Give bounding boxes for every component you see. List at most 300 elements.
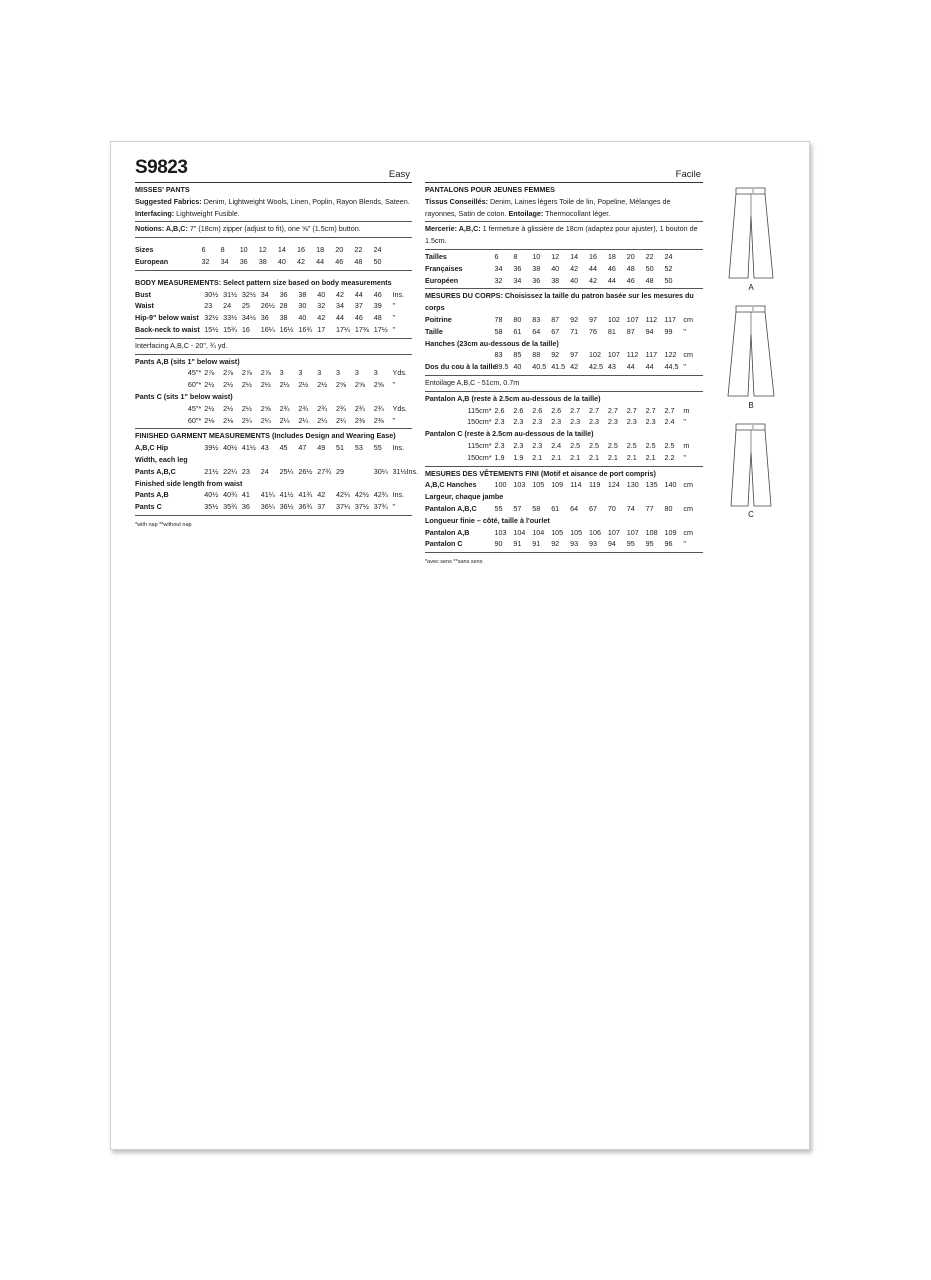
table-cell: 27¾ (317, 466, 332, 476)
row-label: A,B,C Hanches (425, 480, 477, 490)
table-cell: 2¼ (279, 415, 290, 425)
table-row (425, 314, 703, 326)
table-cell: 46 (335, 256, 344, 266)
table-cell: 2.5 (570, 440, 581, 450)
table-cell: 2¼ (241, 415, 252, 425)
table-cell: 3 (279, 368, 284, 378)
table-cell: 83 (494, 350, 503, 360)
fabrics-label: Suggested Fabrics: (135, 196, 202, 206)
table-cell: 21½ (204, 466, 219, 476)
yardage-section-fr (425, 392, 703, 467)
table-cell: 44.5 (664, 362, 679, 372)
table-cell: 85 (513, 350, 522, 360)
table-cell: 106 (588, 527, 601, 537)
table-cell: 48 (626, 263, 635, 273)
table-cell: 40 (317, 289, 326, 299)
table-cell: 2⅞ (241, 368, 252, 378)
table-cell: 31½ (223, 289, 238, 299)
row-label: 115cm* (467, 440, 492, 450)
table-cell: 10 (532, 251, 541, 261)
fabrics-section (135, 183, 412, 222)
dos-table (425, 361, 703, 373)
table-row (135, 489, 412, 501)
table-cell: 41 (241, 490, 250, 500)
unit-cell: cm (683, 503, 694, 513)
table-cell: 55 (373, 443, 382, 453)
row-label: Hip-9" below waist (135, 313, 199, 323)
table-cell: 35¾ (223, 502, 238, 512)
hanches-table (425, 349, 703, 361)
table-row (135, 289, 412, 301)
table-cell: 40¾ (223, 490, 238, 500)
table-cell: 77 (645, 503, 654, 513)
table-cell: 46 (607, 263, 616, 273)
table-cell: 2½ (241, 403, 252, 413)
pants-c-title-fr: Pantalon C (reste à 2.5cm au-dessous de la taille) (425, 429, 594, 439)
table-cell: 130 (626, 480, 639, 490)
pants-c-icon (723, 422, 779, 518)
table-cell: 119 (588, 480, 601, 490)
row-label: European (135, 256, 169, 266)
table-cell: 2¾ (317, 403, 328, 413)
table-cell: 26½ (298, 466, 313, 476)
table-cell: 83 (532, 314, 541, 324)
table-row (425, 416, 703, 428)
table-cell: 67 (551, 326, 560, 336)
interfacing-yardage (135, 339, 412, 355)
table-cell: 37 (354, 301, 363, 311)
table-cell: 16¾ (298, 324, 313, 334)
table-cell: 46 (373, 289, 382, 299)
body-measurements-title-fr: MESURES DU CORPS: Choisissez la taille du patron basée sur les mesures du corps (425, 291, 694, 313)
table-row (425, 527, 703, 539)
row-label: Back-neck to waist (135, 324, 200, 334)
table-cell: 42¾ (373, 490, 388, 500)
table-cell: 2½ (279, 380, 290, 390)
table-cell: 12 (258, 245, 267, 255)
table-cell: 81 (607, 326, 616, 336)
table-cell: 22¼ (223, 466, 238, 476)
table-cell: 90 (494, 539, 503, 549)
table-cell: 17 (317, 324, 326, 334)
table-cell: 47 (298, 443, 307, 453)
unit-cell: " (392, 502, 396, 512)
table-cell: 50 (664, 275, 673, 285)
table-row (135, 324, 412, 336)
table-cell: 99 (664, 326, 673, 336)
notions-section-fr (425, 222, 703, 250)
table-cell: 2.5 (645, 440, 656, 450)
table-cell: 38 (298, 289, 307, 299)
table-row (135, 312, 412, 324)
notions-text-fr: 1 fermeture à glissière de 18cm (adaptez pour ajuster), 1 bouton de 1.5cm. (425, 224, 698, 246)
table-cell: 105 (570, 527, 583, 537)
table-cell: 2.1 (607, 452, 618, 462)
table-cell: 2⅝ (336, 380, 347, 390)
table-cell: 32 (317, 301, 326, 311)
table-cell: 2⅛ (204, 415, 215, 425)
table-row (425, 503, 703, 515)
table-cell: 14 (570, 251, 579, 261)
interfacing-text: Lightweight Fusible. (176, 208, 240, 218)
table-cell: 26½ (260, 301, 275, 311)
table-cell: 61 (513, 326, 522, 336)
table-cell: 2½ (298, 380, 309, 390)
table-cell: 42½ (354, 490, 369, 500)
pants-b-icon (723, 304, 779, 400)
table-cell: 87 (626, 326, 635, 336)
table-cell: 18 (316, 245, 325, 255)
table-cell: 112 (626, 350, 639, 360)
table-cell: 2.5 (607, 440, 618, 450)
unit-cell: " (683, 417, 686, 427)
table-cell: 41½ (279, 490, 294, 500)
table-cell: 2.7 (570, 405, 581, 415)
table-cell: 94 (645, 326, 654, 336)
table-cell: 2.7 (626, 405, 637, 415)
unit-cell (683, 251, 703, 263)
table-cell: 24 (260, 466, 269, 476)
table-cell: 2.1 (645, 452, 656, 462)
table-cell: 58 (494, 326, 503, 336)
garment-figures (723, 186, 779, 540)
table-cell: 17⅜ (354, 324, 369, 334)
row-label: Poitrine (425, 314, 452, 324)
table-row (135, 466, 412, 478)
table-cell: 41¼ (260, 490, 275, 500)
row-label: 150cm* (467, 452, 492, 462)
table-cell: 39½ (204, 443, 219, 453)
table-cell: 105 (532, 480, 545, 490)
sizes-table-fr (425, 251, 703, 286)
table-cell: 30 (298, 301, 307, 311)
pattern-envelope-back (110, 141, 810, 1150)
table-cell: 25¼ (279, 466, 294, 476)
interfacing-label-fr: Entoilage: (508, 208, 544, 218)
row-label: Pants A,B (135, 490, 169, 500)
body-measurements-table-fr (425, 314, 703, 338)
table-cell: 3 (336, 368, 341, 378)
table-cell: 37¾ (373, 502, 388, 512)
notions-text: 7" (18cm) zipper (adjust to fit), one ⅝" (1.5cm) button. (189, 224, 361, 234)
table-cell: 107 (607, 527, 620, 537)
table-cell: 36 (260, 313, 269, 323)
table-cell: 96 (664, 539, 673, 549)
unit-cell: cm (683, 527, 694, 537)
table-cell: 80 (513, 314, 522, 324)
table-cell: 17½ (373, 324, 388, 334)
table-cell: 36 (532, 275, 541, 285)
table-cell: 46 (626, 275, 635, 285)
table-cell: 107 (607, 350, 620, 360)
table-cell: 2¾ (354, 403, 365, 413)
table-cell: 50 (373, 256, 382, 266)
table-row (425, 479, 703, 491)
fabrics-text: Denim, Lightweight Wools, Linen, Poplin, Rayon Blends, Sateen. (203, 196, 410, 206)
table-cell: 2¼ (317, 415, 328, 425)
table-cell: 94 (607, 539, 616, 549)
table-cell: 37½ (354, 502, 369, 512)
table-cell: 37¼ (336, 502, 351, 512)
pants-ab-title-fr: Pantalon A,B (reste à 2.5cm au-dessous de la taille) (425, 393, 601, 403)
width-table (135, 466, 419, 478)
table-cell: 2.3 (645, 417, 656, 427)
table-cell: 2.7 (664, 405, 675, 415)
table-cell: 2.4 (551, 440, 562, 450)
table-cell: 42 (570, 263, 579, 273)
unit-cell: Ins. (392, 490, 405, 500)
table-cell: 48 (354, 256, 363, 266)
table-cell: 71 (570, 326, 579, 336)
table-cell: 22 (645, 251, 654, 261)
pants-c-yardage-table-fr (425, 440, 703, 464)
sizes-section (135, 238, 412, 271)
row-label: Pants A,B,C (135, 466, 176, 476)
table-cell: 2½ (317, 380, 328, 390)
table-cell: 2⅞ (223, 368, 234, 378)
table-cell: 114 (570, 480, 582, 490)
table-cell: 140 (664, 480, 677, 490)
table-cell: 92 (570, 314, 579, 324)
french-column (425, 142, 703, 569)
table-cell: 102 (607, 314, 620, 324)
notions-section (135, 222, 412, 238)
table-cell: 70 (607, 503, 616, 513)
table-cell: 2.5 (588, 440, 599, 450)
table-cell: 2¼ (260, 415, 271, 425)
table-cell: 2½ (204, 380, 215, 390)
table-cell: 2.3 (513, 440, 524, 450)
table-cell: 16 (241, 324, 250, 334)
interfacing-text-fr: Thermocollant léger. (545, 208, 611, 218)
table-cell: 34 (336, 301, 345, 311)
table-cell: 40½ (223, 443, 238, 453)
table-cell: 16 (588, 251, 597, 261)
row-label: 60"* (187, 415, 202, 425)
table-cell: 93 (588, 539, 597, 549)
table-cell: 2.2 (664, 452, 675, 462)
table-cell: 42 (570, 362, 579, 372)
unit-cell: " (392, 415, 396, 425)
table-cell: 2.6 (532, 405, 543, 415)
table-cell: 2.5 (664, 440, 675, 450)
table-row (425, 538, 703, 550)
table-cell (355, 466, 374, 478)
table-cell: 40 (513, 362, 522, 372)
unit-cell: 31½Ins. (392, 466, 419, 476)
table-cell: 23 (241, 466, 250, 476)
footnote-fr: *avec sens **sans sens (425, 559, 483, 566)
table-cell: 80 (664, 503, 673, 513)
table-cell: 16 (297, 245, 306, 255)
table-cell: 2.5 (626, 440, 637, 450)
table-cell: 32½ (241, 289, 256, 299)
table-row (135, 403, 412, 415)
pants-a-icon (723, 186, 779, 282)
table-cell: 49 (317, 443, 326, 453)
row-label: Dos du cou à la taille (425, 362, 497, 372)
table-cell: 1.9 (494, 452, 505, 462)
table-cell: 32½ (204, 313, 219, 323)
row-label: Bust (135, 289, 151, 299)
table-cell: 12 (551, 251, 560, 261)
table-cell: 3 (317, 368, 322, 378)
table-cell: 50 (645, 263, 654, 273)
table-cell: 42 (297, 256, 306, 266)
table-cell: 30½ (204, 289, 219, 299)
table-cell: 58 (532, 503, 541, 513)
difficulty-level-fr: Facile (675, 169, 701, 180)
interfacing-meters (425, 376, 703, 392)
table-cell: 15¾ (223, 324, 238, 334)
table-cell: 61 (551, 503, 560, 513)
table-cell: 2⅞ (204, 368, 215, 378)
notions-label: Notions: A,B,C: (135, 224, 188, 234)
table-cell: 122 (664, 350, 677, 360)
table-cell: 45 (279, 443, 288, 453)
table-cell: 2¾ (279, 403, 290, 413)
table-row (425, 440, 703, 452)
table-cell: 2½ (223, 380, 234, 390)
unit-cell: " (683, 362, 686, 372)
table-cell: 48 (645, 275, 654, 285)
table-cell: 14 (277, 245, 286, 255)
table-cell: 2½ (241, 380, 252, 390)
table-cell: 8 (513, 251, 518, 261)
unit-cell: " (683, 539, 686, 549)
table-row (425, 275, 703, 287)
pants-ab-title: Pants A,B (sits 1" below waist) (135, 356, 240, 366)
unit-cell (683, 263, 703, 275)
table-cell: 2.7 (607, 405, 618, 415)
table-cell: 43 (260, 443, 269, 453)
table-cell: 103 (513, 480, 526, 490)
fabrics-text-fr: Denim, Laines légers Toile de lin, Popeline, Mélanges de rayonnes, Satin de coton. (425, 196, 671, 218)
table-cell: 2.1 (588, 452, 599, 462)
table-cell: 23 (204, 301, 213, 311)
table-cell: 92 (551, 350, 560, 360)
table-cell: 42 (588, 275, 597, 285)
table-cell: 32 (494, 275, 503, 285)
table-row (135, 442, 412, 454)
table-cell: 109 (664, 527, 677, 537)
interfacing-label: Interfacing: (135, 208, 175, 218)
table-cell: 2¼ (298, 415, 309, 425)
difficulty-level: Easy (388, 169, 410, 180)
table-row (135, 300, 412, 312)
unit-cell: cm (683, 480, 694, 490)
table-cell: 2.3 (532, 417, 543, 427)
finished-measurements-section (135, 429, 419, 516)
table-row (425, 349, 703, 361)
unit-cell: m (683, 405, 690, 415)
table-cell: 2.1 (551, 452, 562, 462)
table-cell: 40 (298, 313, 307, 323)
table-row (135, 367, 412, 379)
table-row (425, 361, 703, 373)
table-cell: 38 (551, 275, 560, 285)
table-cell: 40 (570, 275, 579, 285)
table-cell: 78 (494, 314, 503, 324)
unit-cell (393, 244, 412, 256)
table-cell: 36 (279, 289, 288, 299)
table-cell: 10 (239, 245, 248, 255)
table-cell: 15½ (204, 324, 219, 334)
table-cell: 37 (317, 502, 326, 512)
sizes-section-fr (425, 250, 703, 289)
width-table-fr (425, 503, 703, 515)
table-cell: 38 (532, 263, 541, 273)
figure-label-b: B (748, 401, 754, 410)
row-label: Waist (135, 301, 154, 311)
table-cell: 44 (336, 313, 345, 323)
row-label: Sizes (135, 245, 154, 255)
table-row (425, 405, 703, 417)
table-cell: 40.5 (532, 362, 547, 372)
table-cell: 40 (277, 256, 286, 266)
table-cell: 40½ (204, 490, 219, 500)
table-cell: 2.3 (494, 440, 505, 450)
table-cell: 93 (570, 539, 579, 549)
header (135, 142, 412, 183)
side-length-table-fr (425, 527, 703, 551)
unit-cell: Ins. (392, 443, 405, 453)
unit-cell: " (392, 313, 396, 323)
table-cell: 2⅜ (354, 415, 365, 425)
side-length-table (135, 489, 412, 513)
hip-table (135, 442, 412, 454)
table-row (425, 263, 703, 275)
table-cell: 36 (513, 263, 522, 273)
fabrics-label-fr: Tissus Conseillés: (425, 196, 488, 206)
table-cell: 2⅝ (260, 403, 271, 413)
table-cell: 44 (645, 362, 654, 372)
row-label: Françaises (425, 263, 463, 273)
table-cell: 36¾ (298, 502, 313, 512)
row-label: 60"* (187, 380, 202, 390)
table-cell: 34 (513, 275, 522, 285)
table-cell: 25 (241, 301, 250, 311)
table-cell: 30¼ (373, 466, 388, 476)
table-cell: 3 (354, 368, 359, 378)
table-cell: 42 (336, 289, 345, 299)
table-cell: 2¼ (336, 415, 347, 425)
table-cell: 2.7 (588, 405, 599, 415)
table-cell: 41.5 (551, 362, 566, 372)
table-cell: 44 (588, 263, 597, 273)
unit-cell (683, 275, 703, 287)
table-row (425, 452, 703, 464)
table-cell: 2.3 (570, 417, 581, 427)
table-cell: 24 (373, 245, 382, 255)
interfacing-yardage-text: Interfacing A,B,C - 20", ¾ yd. (135, 340, 228, 350)
table-cell: 2⅛ (223, 415, 234, 425)
table-cell: 28 (279, 301, 288, 311)
table-cell: 103 (494, 527, 507, 537)
body-measurements-title: BODY MEASUREMENTS: Select pattern size based on body measurements (135, 277, 392, 287)
table-cell: 20 (335, 245, 344, 255)
footnote: *with nap **without nap (135, 521, 192, 528)
hip-table-fr (425, 479, 703, 491)
table-cell: 76 (588, 326, 597, 336)
table-cell: 29 (336, 466, 345, 476)
table-cell: 2¾ (298, 403, 309, 413)
table-cell: 117 (645, 350, 658, 360)
yardage-section (135, 355, 412, 430)
table-row (135, 415, 412, 427)
finished-measurements-title-fr: MESURES DES VÊTEMENTS FINI (Motif et aisance de port compris) (425, 468, 656, 478)
table-cell: 20 (626, 251, 635, 261)
